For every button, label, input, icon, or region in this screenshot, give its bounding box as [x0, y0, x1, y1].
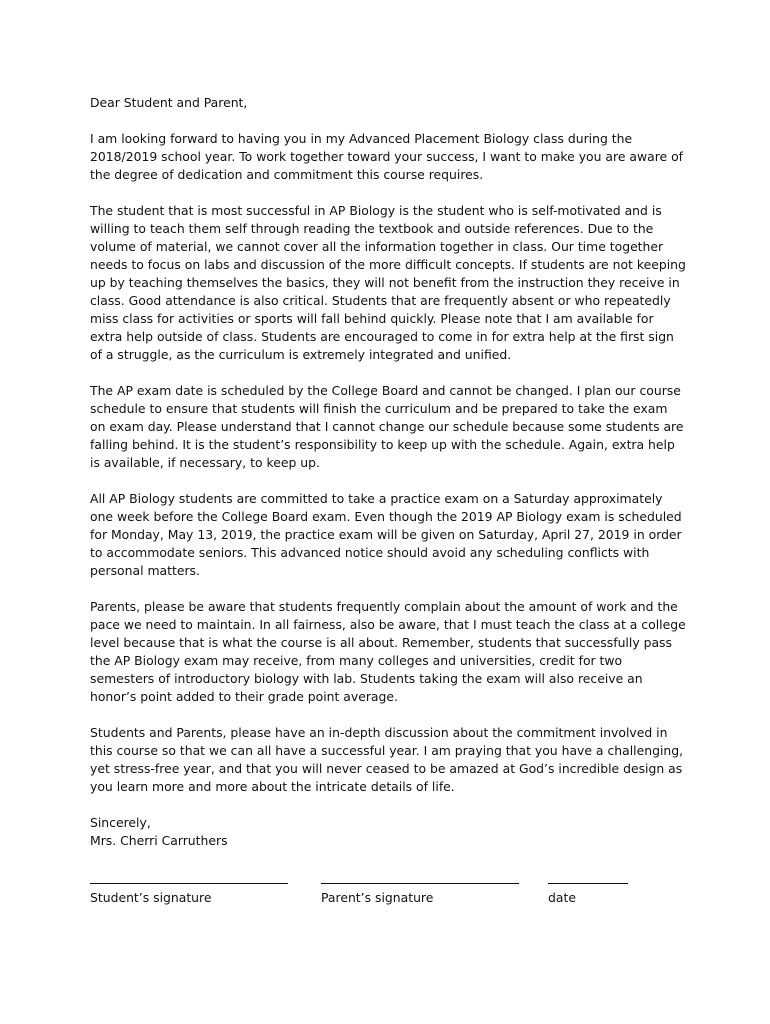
- letter-body: [90, 94, 686, 850]
- closing: Sincerely,: [90, 815, 151, 830]
- date-line: [548, 864, 628, 884]
- parent-signature-line: [321, 864, 519, 884]
- paragraph-closing-request: Students and Parents, please have an in-depth discussion about the commitment involved in this course so that we can all have a successful year. I am praying that you have a challenging, yet stress-free year, and that you will never ceased to be amazed at God’s incredible design as you learn more and more about the intricate details of life.: [90, 725, 684, 794]
- parent-signature-label: Parent’s signature: [321, 890, 434, 905]
- student-signature-line: [90, 864, 288, 884]
- signature-name: Mrs. Cherri Carruthers: [90, 833, 228, 848]
- student-signature-label: Student’s signature: [90, 890, 212, 905]
- date-label: date: [548, 890, 576, 905]
- paragraph-exam-date: The AP exam date is scheduled by the College Board and cannot be changed. I plan our course schedule to ensure that students will finish the curriculum and be prepared to take the exam on exam day. Please understand that I cannot change our schedule because some students are falling behind. It is the student’s responsibility to keep up with the schedule. Again, extra help is available, if necessary, to keep up.: [90, 383, 684, 470]
- date-block: [548, 864, 628, 907]
- greeting: Dear Student and Parent,: [90, 95, 248, 110]
- paragraph-practice-exam: All AP Biology students are committed to take a practice exam on a Saturday approximately one week before the College Board exam. Even though the 2019 AP Biology exam is scheduled for Monday, May 13, 2019, the practice exam will be given on Saturday, April 27, 2019 in order to accommodate seniors. This advanced notice should avoid any scheduling conflicts with personal matters.: [90, 491, 682, 578]
- paragraph-intro: I am looking forward to having you in my Advanced Placement Biology class during the 2018/2019 school year. To work together toward your success, I want to make you are aware of the degree of dedication and commitment this course requires.: [90, 131, 684, 182]
- signature-row: [90, 864, 650, 908]
- parent-signature-block: [321, 864, 519, 907]
- paragraph-success: The student that is most successful in AP Biology is the student who is self-motivated and is willing to teach them self through reading the textbook and outside references. Due to the volume of material, we cannot cover all the information together in class. Our time together needs to focus on labs and discussion of the more difficult concepts. If students are not keeping up by teaching themselves the basics, they will not benefit from the instruction they receive in class. Good attendance is also critical. Students that are frequently absent or who repeatedly miss class for activities or sports will fall behind quickly. Please note that I am available for extra help outside of class. Students are encouraged to come in for extra help at the first sign of a struggle, as the curriculum is extremely integrated and unified.: [90, 203, 686, 362]
- paragraph-parents: Parents, please be aware that students frequently complain about the amount of work and the pace we need to maintain. In all fairness, also be aware, that I must teach the class at a college level because that is what the course is all about. Remember, students that successfully pass the AP Biology exam may receive, from many colleges and universities, credit for two semesters of introductory biology with lab. Students taking the exam will also receive an honor’s point added to their grade point average.: [90, 599, 686, 704]
- student-signature-block: [90, 864, 288, 907]
